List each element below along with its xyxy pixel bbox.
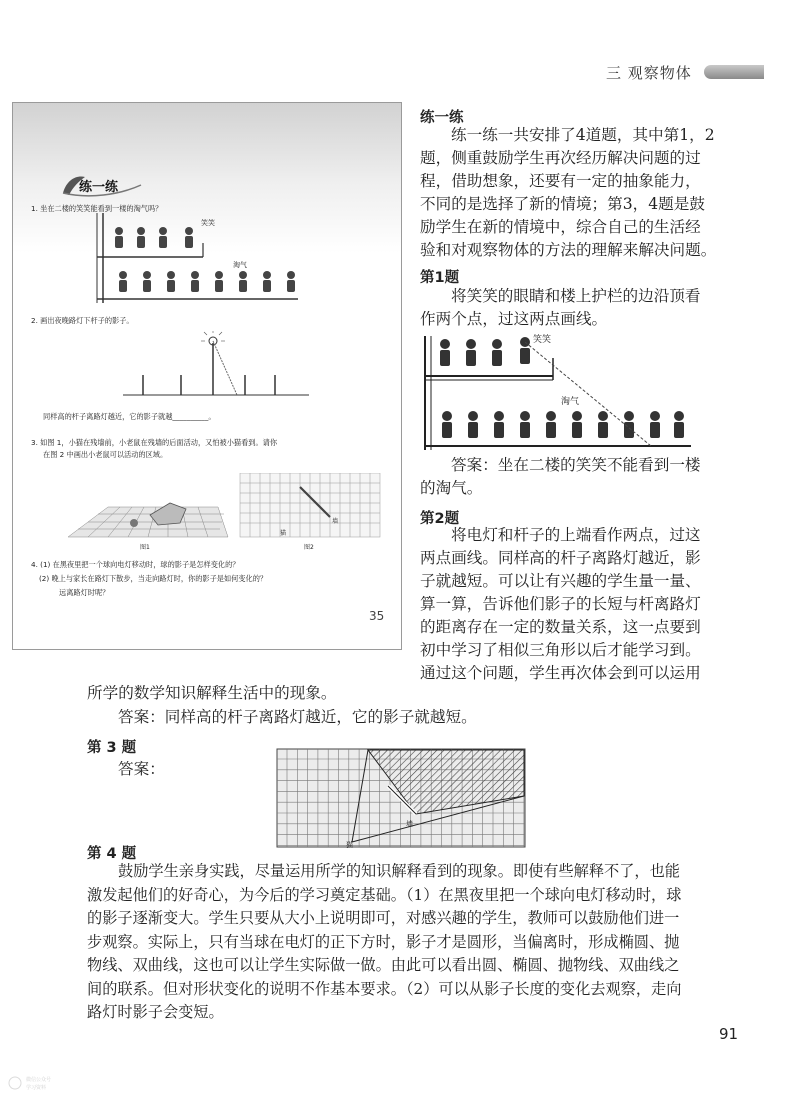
q1-answer-line-1: 答案：坐在二楼的笑笑不能看到一楼: [451, 456, 701, 474]
intro-line-1: 练一练一共安排了4道题，其中第1，2: [451, 126, 715, 144]
q2-text-line-1: 将电灯和杆子的上端看作两点，过这: [451, 526, 701, 544]
section-intro: [420, 124, 780, 262]
q3-answer-grid: [276, 748, 526, 848]
q1-label-taoqi: 淘气: [233, 261, 247, 269]
fig2-wall-label: 墙: [332, 518, 339, 525]
q1-answer-line-2: 的淘气。: [420, 479, 483, 497]
practice-badge-label: 练一练: [79, 180, 119, 195]
q1-label-xiaoxiao: 笑笑: [201, 219, 215, 227]
textbook-q2-fill: 同样高的杆子离路灯越近，它的影子就越__________。: [43, 412, 216, 421]
q1-answer: [420, 454, 780, 500]
q2-text-line-6: 初中学习了相似三角形以后才能学习到。: [420, 641, 701, 659]
q2-text-line-2: 两点画线。同样高的杆子离路灯越近，影: [420, 549, 701, 567]
chapter-header: [606, 62, 766, 84]
q4-title: 第 4 题: [87, 846, 137, 862]
watermark-logo-icon: [8, 1076, 22, 1090]
q3-cat-label: 猫: [346, 841, 353, 848]
q3-title: 第 3 题: [87, 740, 137, 756]
q2-text-continuation: 所学的数学知识解释生活中的现象。: [87, 684, 337, 702]
textbook-q3-line1: 3. 如图 1，小猫在残墙前，小老鼠在残墙的后面活动，又怕被小猫看到。请你: [31, 438, 278, 447]
q4-text: [87, 860, 707, 1025]
textbook-q4-line1: 4. (1) 在黑夜里把一个球向电灯移动时，球的影子是怎样变化的？: [31, 560, 240, 569]
textbook-excerpt: [12, 102, 402, 650]
q1-fig-label-xiaoxiao: 笑笑: [533, 335, 552, 345]
q1-text: [420, 285, 780, 331]
q3-answer-label: 答案：: [118, 760, 165, 778]
textbook-page-number: 35: [369, 609, 385, 623]
q2-text-line-3: 子就越短。可以让有兴趣的学生量一量、: [420, 572, 701, 590]
intro-line-2: 题，侧重鼓励学生再次经历解决问题的过: [420, 149, 701, 167]
q1-classroom-figure: [93, 211, 303, 303]
q2-text-line-4: 算一算，告诉他们影子的长短与杆离路灯: [420, 595, 701, 613]
q3-figures: [68, 473, 388, 555]
q2-answer: 答案：同样高的杆子离路灯越近，它的影子就越短。: [118, 708, 477, 726]
q2-streetlamp-figure: [113, 331, 313, 401]
q4-text-line-5: 物线、双曲线，这也可以让学生实际做一做。由此可以看出圆、椭圆、抛物线、双曲线之: [87, 956, 680, 974]
textbook-q2: 2. 画出夜晚路灯下杆子的影子。: [31, 316, 134, 325]
q2-text-line-7: 通过这个问题，学生再次体会到可以运用: [420, 664, 701, 682]
textbook-q4-line3: 远离路灯时呢？: [59, 588, 110, 597]
q4-text-line-1: 鼓励学生亲身实践，尽量运用所学的知识解释看到的现象。即使有些解释不了，也能: [118, 862, 680, 880]
q1-text-line-2: 作两个点，过这两点画线。: [420, 310, 608, 328]
fig2-cat-label: 猫: [280, 530, 287, 537]
q1-title: 第1题: [420, 270, 460, 286]
q4-text-line-6: 间的联系。但对形状变化的说明不作基本要求。（2）可以从影子长度的变化去观察，走向: [87, 979, 682, 998]
textbook-q1: 1. 坐在二楼的笑笑能看到一楼的淘气吗？: [31, 204, 163, 213]
q4-text-line-4: 步观察。实际上，只有当球在电灯的正下方时，影子才是圆形，当偏离时，形成椭圆、抛: [87, 932, 680, 951]
q2-text-line-5: 的距离存在一定的数量关系，这一点要到: [420, 618, 701, 636]
q1-fig-label-taoqi: 淘气: [561, 397, 580, 407]
header-tab-decoration: [704, 65, 764, 79]
practice-badge: [59, 173, 143, 199]
q4-text-line-3: 的影子逐渐变大。学生只要从大小上说明即可，对感兴趣的学生，教师可以鼓励他们进一: [87, 909, 680, 927]
watermark-line-1: 微信公众号: [26, 1077, 52, 1083]
textbook-q3-line2: 在图 2 中画出小老鼠可以活动的区域。: [43, 450, 168, 459]
section-title: 练一练: [420, 110, 464, 126]
q4-text-line-2: 激发起他们的好奇心，为今后的学习奠定基础。（1）在黑夜里把一个球向电灯移动时，球: [87, 885, 682, 904]
intro-line-3: 程，借助想象，还要有一定的抽象能力，: [420, 172, 701, 190]
page-number: 91: [719, 1025, 739, 1043]
watermark: [8, 1072, 68, 1102]
chapter-title: 三 观察物体: [606, 64, 692, 82]
q3-wall-label: 墙: [406, 820, 413, 828]
intro-line-6: 验和对观察物体的方法的理解来解决问题。: [420, 241, 717, 259]
q2-title: 第2题: [420, 511, 460, 527]
intro-line-5: 励学生在新的情境中，综合自己的生活经: [420, 218, 701, 236]
fig2-caption: 图2: [304, 544, 314, 551]
q1-text-line-1: 将笑笑的眼睛和楼上护栏的边沿顶看: [451, 287, 701, 305]
textbook-q4-line2: (2) 晚上与家长在路灯下散步，当走向路灯时，你的影子是如何变化的？: [39, 574, 268, 583]
q1-sightline-figure: [421, 334, 693, 452]
fig1-caption: 图1: [140, 544, 150, 551]
q4-text-line-7: 路灯时影子会变短。: [87, 1003, 224, 1021]
intro-line-4: 不同的是选择了新的情境；第3，4题是鼓: [420, 195, 705, 213]
q2-text: [420, 524, 780, 685]
watermark-line-2: 学习资料: [26, 1085, 47, 1091]
